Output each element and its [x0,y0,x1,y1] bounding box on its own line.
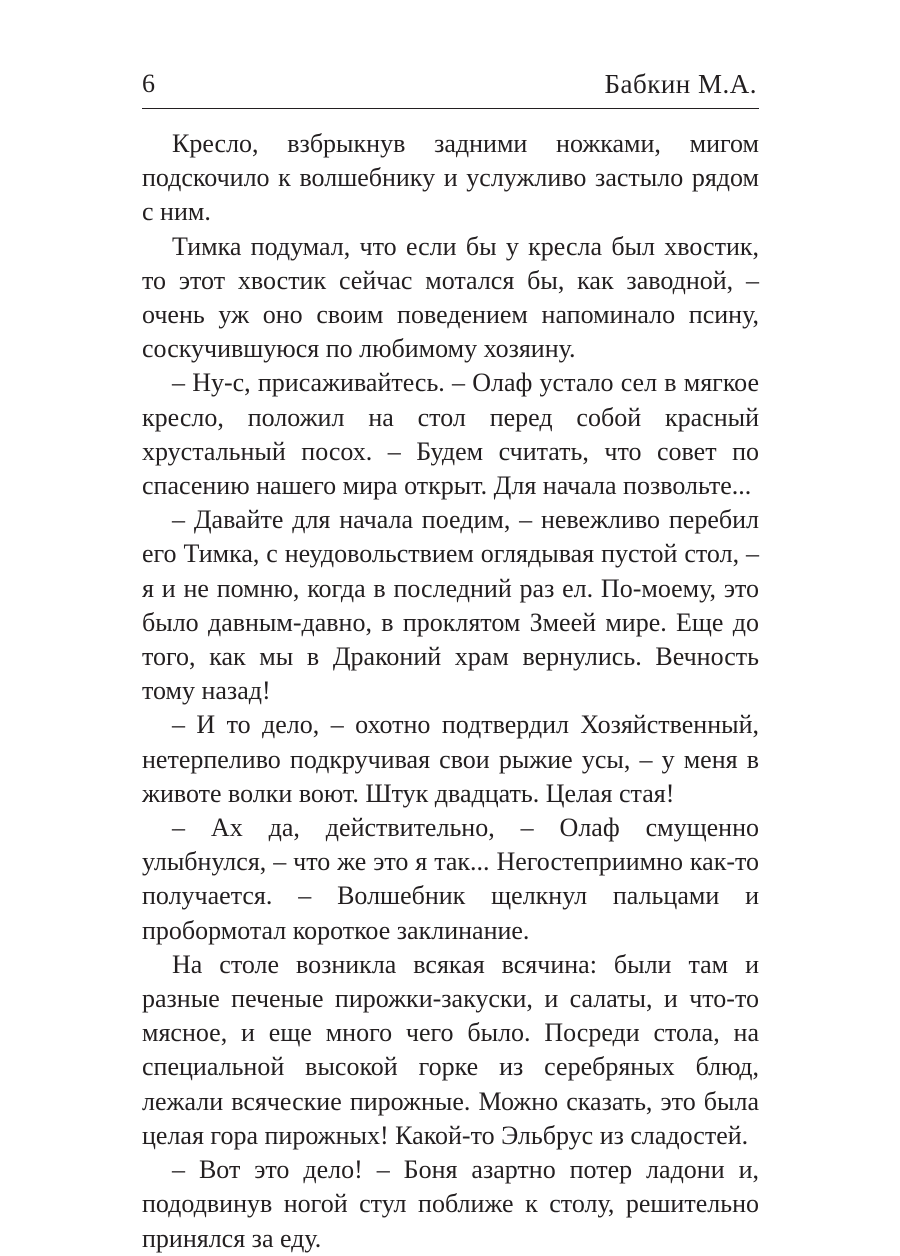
paragraph: На столе возникла всякая всячина: были там и разные печеные пирожки-закуски, и салаты, и что-то мясное, и еще много чего было. Посреди стола, на специальной высокой горке из серебряных блюд, лежали всяческие пирожные. Можно сказать, это была целая гора пирожных! Какой-то Эльбрус из сладостей. [142,949,759,1150]
paragraph: – Вот это дело! – Боня азартно потер ладони и, пододвинув ногой стул поближе к столу, решительно принялся за еду. [142,1155,759,1253]
text-body [142,127,759,1256]
paragraph: – Ах да, действительно, – Олаф смущенно улыбнулся, – что же это я так... Негостеприимно как-то получается. – Волшебник щелкнул пальцами и пробормотал короткое заклинание. [142,813,759,945]
paragraph: – Ну-с, присаживайтесь. – Олаф устало сел в мягкое кресло, положил на стол перед собой красный хрустальный посох. – Будем считать, что совет по спасению нашего мира открыт. Для начала позвольте... [142,368,759,501]
paragraph: Тимка подумал, что если бы у кресла был хвостик, то этот хвостик сейчас мотался бы, как заводной, – очень уж оно своим поведением напоминало псину, соскучившуюся по любимому хозяину. [142,231,759,364]
running-head-author: Бабкин М.А. [604,69,757,99]
paragraph: – И то дело, – охотно подтвердил Хозяйственный, нетерпеливо подкручивая свои рыжие усы, – у меня в животе волки воют. Штук двадцать. Целая стая! [142,710,759,808]
paragraph: – Давайте для начала поедим, – невежливо перебил его Тимка, с неудовольствием оглядывая пустой стол, – я и не помню, когда в последний раз ел. По-моему, это было давным-давно, в проклятом Змеей мире. Еще до того, как мы в Драконий храм вернулись. Вечность тому назад! [142,505,759,706]
page-header [142,64,759,109]
page-number: 6 [142,69,155,98]
paragraph: Кресло, взбрыкнув задними ножками, мигом подскочило к волшебнику и услужливо застыло рядом с ним. [142,129,759,227]
